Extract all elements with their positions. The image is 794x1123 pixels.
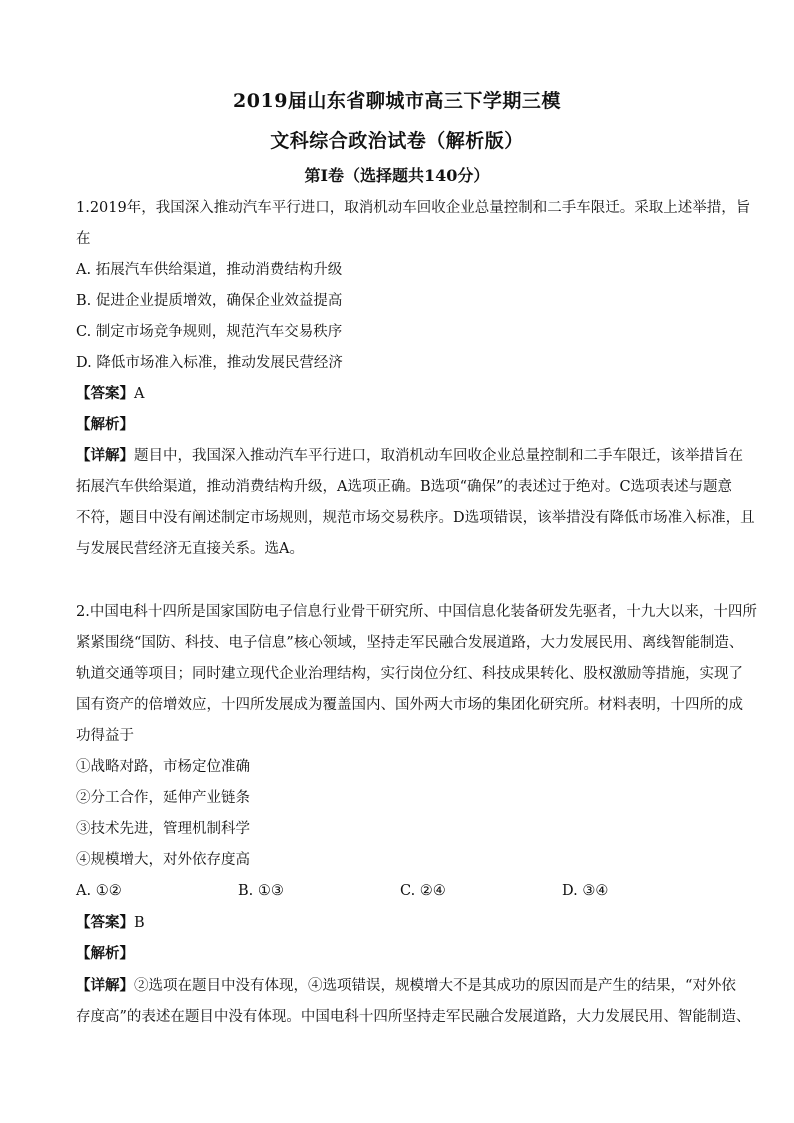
exam-subtitle: 文科综合政治试卷（解析版） bbox=[270, 130, 524, 152]
q2-item-4: ④规模增大，对外依存度高 bbox=[76, 852, 250, 868]
q1-detail-line-1 bbox=[76, 446, 743, 466]
q2-stem-line-2: 紧紧围绕“国防、科技、电子信息”核心领域，坚持走军民融合发展道路，大力发展民用、离线智能制造、 bbox=[76, 635, 744, 651]
detail-text: 题目中，我国深入推动汽车平行进口，取消机动车回收企业总量控制和二手车限迁，该举措旨在 bbox=[134, 448, 743, 464]
q1-stem-line-1: 1.2019年，我国深入推动汽车平行进口，取消机动车回收企业总量控制和二手车限迁。采取上述举措，旨 bbox=[76, 200, 751, 216]
q1-stem-line-2: 在 bbox=[76, 231, 91, 247]
q1-detail-line-4: 与发展民营经济无直接关系。选A。 bbox=[76, 541, 304, 557]
q1-detail-line-2: 拓展汽车供给渠道，推动消费结构升级，A选项正确。B选项“确保”的表述过于绝对。C选项表述与题意 bbox=[76, 479, 733, 495]
q1-option-b: B. 促进企业提质增效，确保企业效益提高 bbox=[76, 293, 343, 309]
q2-option-a: A. ①② bbox=[76, 883, 122, 899]
answer-label: 【答案】 bbox=[76, 385, 134, 402]
section-heading: 第I卷（选择题共140分） bbox=[304, 166, 490, 185]
detail-label: 【详解】 bbox=[76, 977, 134, 994]
q2-stem-line-1: 2.中国电科十四所是国家国防电子信息行业骨干研究所、中国信息化装备研发先驱者，十九大以来，十四所 bbox=[76, 604, 757, 620]
answer-label: 【答案】 bbox=[76, 914, 134, 931]
q2-option-b: B. ①③ bbox=[238, 883, 284, 899]
q2-item-2: ②分工合作，延伸产业链条 bbox=[76, 790, 250, 806]
q1-analysis-label: 【解析】 bbox=[76, 416, 134, 433]
q2-stem-line-5: 功得益于 bbox=[76, 728, 134, 744]
q2-item-3: ③技术先进，管理机制科学 bbox=[76, 821, 250, 837]
q2-answer bbox=[76, 913, 736, 933]
q2-option-d: D. ③④ bbox=[562, 883, 609, 899]
q1-option-d: D. 降低市场准入标准，推动发展民营经济 bbox=[76, 355, 343, 371]
q2-stem-line-3: 轨道交通等项目；同时建立现代企业治理结构，实行岗位分红、科技成果转化、股权激励等措施，实现了 bbox=[76, 666, 743, 682]
q2-analysis-label: 【解析】 bbox=[76, 945, 134, 962]
q2-option-c: C. ②④ bbox=[400, 883, 446, 899]
detail-text: ②选项在题目中没有体现，④选项错误，规模增大不是其成功的原因而是产生的结果，“对外依 bbox=[134, 978, 736, 994]
exam-title: 2019届山东省聊城市高三下学期三模 bbox=[233, 90, 561, 112]
q1-answer bbox=[76, 384, 736, 404]
answer-value: B bbox=[134, 915, 145, 931]
q2-stem-line-4: 国有资产的倍增效应，十四所发展成为覆盖国内、国外两大市场的集团化研究所。材料表明，十四所的成 bbox=[76, 697, 743, 713]
q2-item-1: ①战略对路，市杨定位准确 bbox=[76, 759, 250, 775]
answer-value: A bbox=[134, 386, 145, 402]
q1-detail-line-3: 不符，题目中没有阐述制定市场规则，规范市场交易秩序。D选项错误，该举措没有降低市场准入标准，且 bbox=[76, 510, 755, 526]
detail-label: 【详解】 bbox=[76, 447, 134, 464]
q1-option-a: A. 拓展汽车供给渠道，推动消费结构升级 bbox=[76, 262, 343, 278]
q2-detail-line-2: 存度高”的表述在题目中没有体现。中国电科十四所坚持走军民融合发展道路，大力发展民用、智能制造、 bbox=[76, 1009, 751, 1025]
q2-detail-line-1 bbox=[76, 976, 736, 996]
q1-option-c: C. 制定市场竞争规则，规范汽车交易秩序 bbox=[76, 324, 343, 340]
